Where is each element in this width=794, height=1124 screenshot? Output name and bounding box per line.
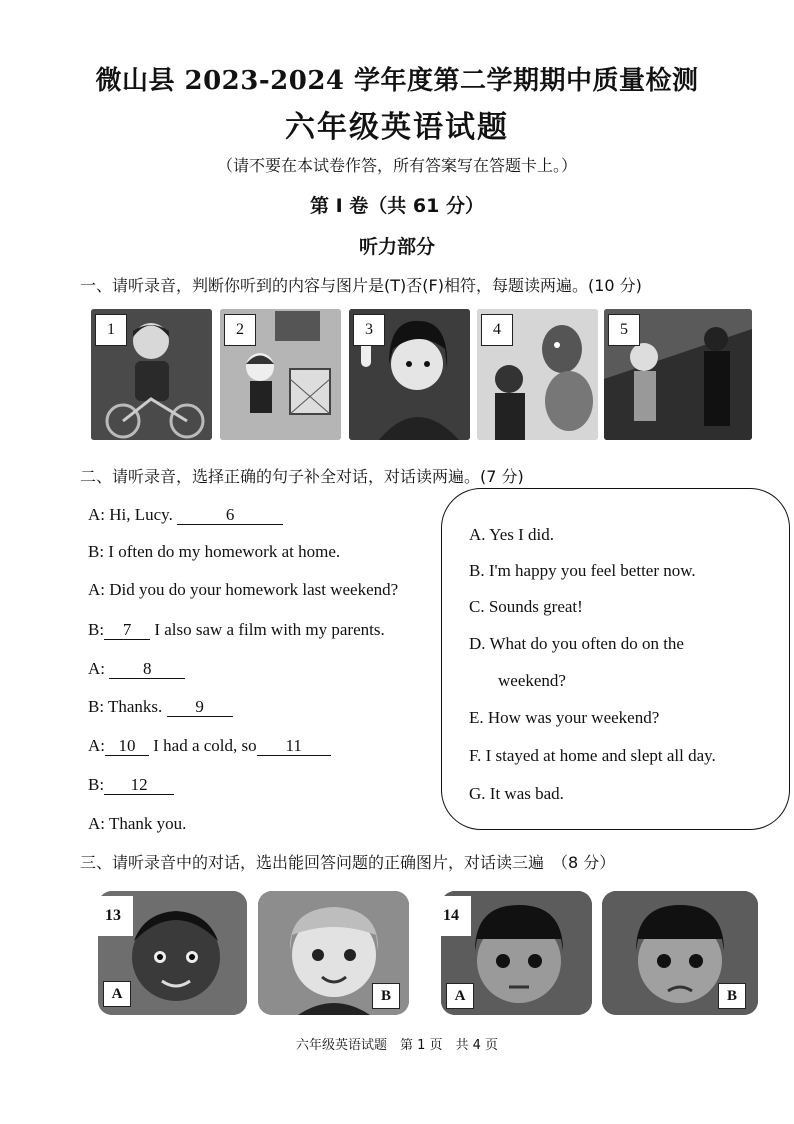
question-13-number: 13 [93, 896, 133, 936]
dialogue-line-6: B: Thanks. 9 [88, 697, 233, 717]
part-heading: 听力部分 [358, 236, 435, 258]
dialogue-line-2: B: I often do my homework at home. [88, 542, 341, 561]
dialogue-line-8: B: 12 [88, 775, 174, 795]
dialogue-line-3: A: Did you do your homework last weekend? [88, 580, 399, 599]
picture-5 [604, 309, 752, 440]
option-f: F. I stayed at home and slept all day. [469, 746, 716, 765]
option-g: G. It was bad. [469, 784, 564, 803]
dialogue-line-9: A: Thank you. [88, 814, 187, 833]
option-b: B. I'm happy you feel better now. [469, 561, 696, 580]
option-tag: A [446, 983, 474, 1009]
picture-number: 3 [353, 314, 385, 346]
picture-3 [349, 309, 470, 440]
option-tag: B [372, 983, 400, 1009]
exam-subtitle: 六年级英语试题 [285, 110, 509, 145]
option-tag: B [718, 983, 746, 1009]
answer-blank: 7 [104, 621, 150, 640]
dialogue-line-1: A: Hi, Lucy. 6 [88, 505, 283, 525]
answer-blank: 11 [257, 737, 331, 756]
section3-instruction: 三、请听录音中的对话，选出能回答问题的正确图片，对话读三遍 （8 分） [80, 853, 616, 872]
option-d-cont: weekend? [498, 671, 566, 690]
answer-blank: 10 [105, 737, 149, 756]
picture-4 [477, 309, 598, 440]
answer-blank: 9 [167, 698, 233, 717]
dialogue-line-4: B: 7 I also saw a film with my parents. [88, 620, 385, 639]
question-14-number: 14 [431, 896, 471, 936]
answer-blank: 8 [109, 660, 185, 679]
dialogue-line-5: A: 8 [88, 659, 185, 679]
exam-note: （请不要在本试卷作答，所有答案写在答题卡上。） [216, 156, 577, 175]
section2-instruction: 二、请听录音，选择正确的句子补全对话，对话读两遍。(7 分) [80, 467, 524, 486]
volume-heading: 第 I 卷（共 61 分） [310, 195, 484, 217]
answer-blank: 6 [177, 506, 283, 525]
picture-number: 5 [608, 314, 640, 346]
picture-1 [91, 309, 212, 440]
section1-instruction: 一、请听录音，判断你听到的内容与图片是(T)否(F)相符，每题读两遍。(10 分) [80, 276, 642, 295]
option-a: A. Yes I did. [469, 525, 555, 544]
picture-number: 1 [95, 314, 127, 346]
q14-option-b-picture [602, 891, 758, 1015]
option-e: E. How was your weekend? [469, 708, 660, 727]
picture-number: 4 [481, 314, 513, 346]
option-d: D. What do you often do on the [469, 634, 684, 653]
dialogue-line-7: A: 10 I had a cold, so 11 [88, 736, 331, 756]
option-c: C. Sounds great! [469, 597, 583, 616]
answer-blank: 12 [104, 776, 174, 795]
picture-number: 2 [224, 314, 256, 346]
picture-2 [220, 309, 341, 440]
q13-option-b-picture [258, 891, 409, 1015]
page-footer: 六年级英语试题 第 1 页 共 4 页 [295, 1038, 499, 1053]
option-tag: A [103, 981, 131, 1007]
exam-title: 微山县 2023-2024 学年度第二学期期中质量检测 [95, 66, 699, 96]
